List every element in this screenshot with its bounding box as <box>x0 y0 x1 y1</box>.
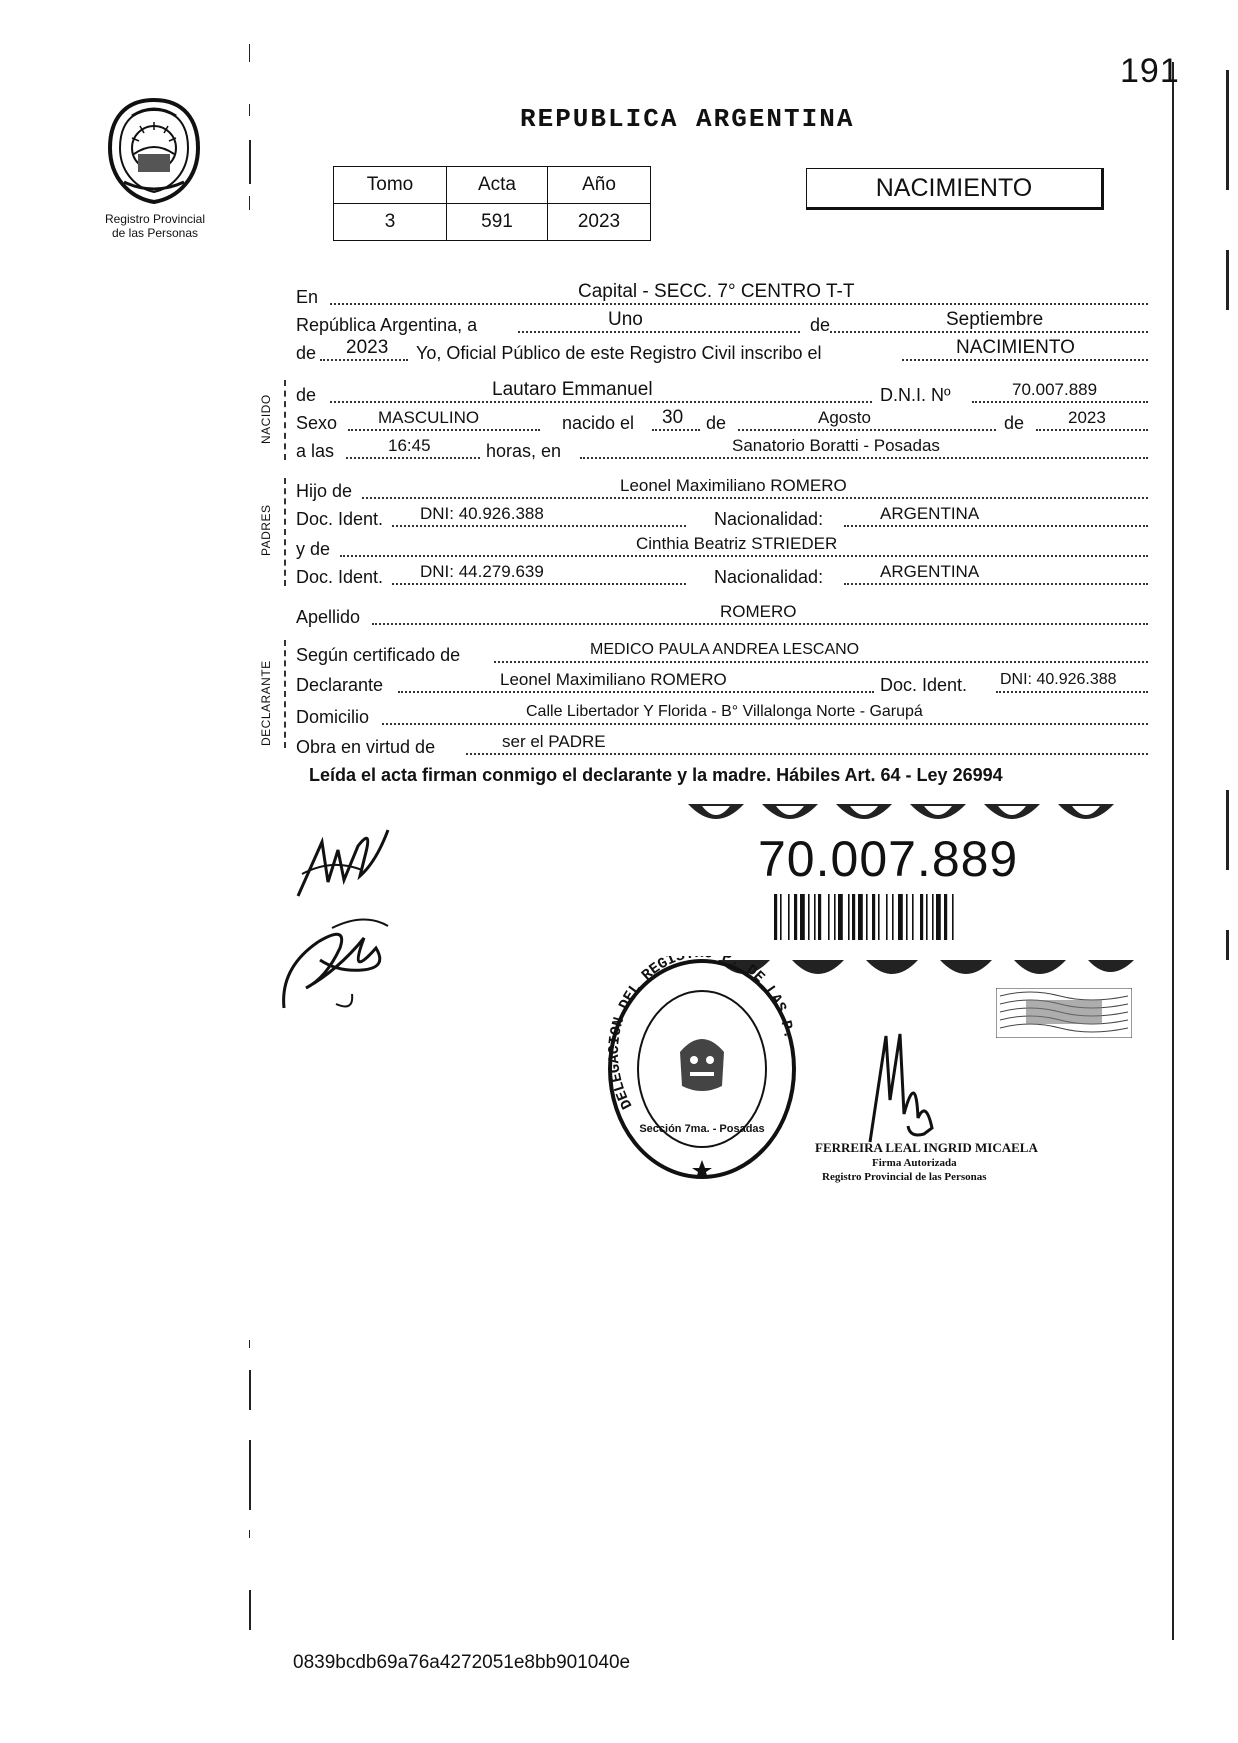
certificado-label: Según certificado de <box>296 645 461 665</box>
address-value: Calle Libertador Y Florida - B° Villalonga Norte - Garupá <box>526 703 923 720</box>
yde-label: y de <box>296 539 331 559</box>
row-certificate <box>296 640 1152 666</box>
official-signature <box>856 1030 946 1148</box>
barcode-bar <box>886 894 888 940</box>
capacity-value: ser el PADRE <box>502 732 606 751</box>
father-nationality-value: ARGENTINA <box>880 504 980 523</box>
declarant-doc-value: DNI: 40.926.388 <box>1000 671 1117 688</box>
declarante-label: Declarante <box>296 675 384 695</box>
acta-header: Acta <box>447 167 548 204</box>
side-label-padres: PADRES <box>259 504 273 556</box>
row-time-place <box>296 436 1152 462</box>
left-margin-rule <box>249 1440 251 1510</box>
father-name-value: Leonel Maximiliano ROMERO <box>620 476 847 495</box>
barcode-bar <box>944 894 947 940</box>
registry-label <box>80 212 230 240</box>
de-label: de <box>810 315 831 335</box>
doc3-label: Doc. Ident. <box>880 675 968 695</box>
anio-header: Año <box>548 167 651 204</box>
official-name: FERREIRA LEAL INGRID MICAELA <box>815 1140 1038 1155</box>
declarant-value: Leonel Maximiliano ROMERO <box>500 670 727 689</box>
father-doc-value: DNI: 40.926.388 <box>420 504 544 523</box>
barcode-bar <box>808 894 810 940</box>
barcode-bar <box>818 894 821 940</box>
dotted-line <box>1036 429 1148 431</box>
barcode-bar <box>848 894 850 940</box>
birth-year-value: 2023 <box>1068 408 1106 427</box>
barcode-bar <box>932 894 934 940</box>
sex-value: MASCULINO <box>378 408 480 427</box>
bracket-declarante <box>284 640 286 748</box>
dotted-line <box>392 525 686 527</box>
year-value: 2023 <box>346 337 389 358</box>
dotted-line <box>518 331 800 333</box>
barcode-bar <box>906 894 908 940</box>
republica-label: República Argentina, a <box>296 315 478 335</box>
row-address <box>296 702 1152 728</box>
security-pattern-top <box>688 800 1134 834</box>
dotted-line <box>320 359 408 361</box>
en-label: En <box>296 287 319 307</box>
left-margin-rule <box>249 1530 250 1538</box>
certificate-value: MEDICO PAULA ANDREA LESCANO <box>590 641 860 658</box>
day-value: Uno <box>608 309 643 330</box>
row-father-doc <box>296 504 1152 530</box>
page-number: 191 <box>1120 52 1180 90</box>
mother-doc-value: DNI: 44.279.639 <box>420 562 544 581</box>
dotted-line <box>996 691 1148 693</box>
birth-day-value: 30 <box>662 407 684 428</box>
apellido-label: Apellido <box>296 607 361 627</box>
hologram-pattern <box>996 988 1132 1038</box>
barcode-bar <box>872 894 875 940</box>
nac-label: Nacionalidad: <box>714 509 824 529</box>
dni-label: D.N.I. Nº <box>880 385 951 405</box>
side-label-declarante: DECLARANTE <box>259 660 273 746</box>
dotted-line <box>902 359 1148 361</box>
doc2-label: Doc. Ident. <box>296 567 384 587</box>
barcode-bar <box>920 894 923 940</box>
record-type-box: NACIMIENTO <box>806 168 1104 210</box>
child-name-value: Lautaro Emmanuel <box>492 379 653 400</box>
dotted-line <box>580 457 1148 459</box>
row-sex <box>296 408 1152 434</box>
dotted-line <box>494 661 1148 663</box>
surname-value: ROMERO <box>720 602 797 621</box>
dotted-line <box>340 555 1148 557</box>
birth-place-value: Sanatorio Boratti - Posadas <box>732 436 940 455</box>
birth-month-value: Agosto <box>818 408 871 427</box>
official-registry: Registro Provincial de las Personas <box>822 1171 987 1183</box>
barcode-bar <box>926 894 928 940</box>
dotted-line <box>392 583 686 585</box>
barcode-bar <box>866 894 868 940</box>
barcode-bar <box>774 894 777 940</box>
dotted-line <box>398 691 874 693</box>
dotted-line <box>844 583 1148 585</box>
barcode-bar <box>794 894 797 940</box>
registry-stamp <box>604 956 800 1182</box>
left-margin-rule <box>249 1590 251 1630</box>
barcode-bar <box>780 894 782 940</box>
dotted-line <box>346 457 480 459</box>
dotted-line <box>382 723 1148 725</box>
row-father-name <box>296 476 1152 502</box>
left-margin-rule <box>249 104 250 116</box>
barcode-bar <box>912 894 914 940</box>
left-margin-rule <box>249 140 251 184</box>
sexo-label: Sexo <box>296 413 338 433</box>
legal-text: Leída el acta firman conmigo el declarante y la madre. Hábiles Art. 64 - Ley 26994 <box>309 765 1003 785</box>
barcode-bar <box>878 894 880 940</box>
barcode-bar <box>892 894 894 940</box>
right-edge-mark <box>1226 790 1229 870</box>
reference-table <box>333 166 651 241</box>
row-place <box>296 282 1152 308</box>
doc-label: Doc. Ident. <box>296 509 384 529</box>
de2-label: de <box>296 343 317 363</box>
dotted-line <box>972 401 1148 403</box>
mother-name-value: Cinthia Beatriz STRIEDER <box>636 534 838 553</box>
left-margin-rule <box>249 44 250 62</box>
dotted-line <box>830 331 1148 333</box>
row-year <box>296 338 1152 364</box>
inscribo-label: Yo, Oficial Público de este Registro Civil inscribo el <box>416 343 822 363</box>
right-edge-mark <box>1226 930 1229 960</box>
tomo-header: Tomo <box>334 167 447 204</box>
right-edge-mark <box>1226 70 1229 190</box>
left-margin-rule <box>249 196 250 210</box>
document-hash: 0839bcdb69a76a4272051e8bb901040e <box>293 1652 631 1673</box>
stamp-outer-text: DELEGACION DEL REGIS P. DE LAS P. <box>605 956 798 1112</box>
domicilio-label: Domicilio <box>296 707 370 727</box>
row-declarant <box>296 670 1152 696</box>
left-margin-rule <box>249 1340 250 1348</box>
dotted-line <box>330 401 872 403</box>
barcode <box>774 894 1004 940</box>
barcode-bar <box>838 894 843 940</box>
barcode-bar <box>800 894 805 940</box>
barcode-bar <box>936 894 941 940</box>
barcode-bar <box>834 894 836 940</box>
barcode-bar <box>952 894 954 940</box>
right-edge-mark <box>1226 250 1229 310</box>
child-dni-value: 70.007.889 <box>1012 380 1098 399</box>
dotted-line <box>330 303 1148 305</box>
dotted-line <box>844 525 1148 527</box>
row-mother-name <box>296 534 1152 560</box>
dotted-line <box>738 429 996 431</box>
right-margin-rule <box>1172 62 1174 1640</box>
barcode-bar <box>852 894 855 940</box>
alas-label: a las <box>296 441 335 461</box>
de3-label: de <box>706 413 727 433</box>
row-surname <box>296 602 1152 628</box>
row-date <box>296 310 1152 336</box>
barcode-bar <box>814 894 816 940</box>
barcode-bar <box>858 894 863 940</box>
nac2-label: Nacionalidad: <box>714 567 824 587</box>
left-margin-rule <box>249 1370 251 1410</box>
barcode-bar <box>828 894 830 940</box>
dotted-line <box>466 753 1148 755</box>
bracket-padres <box>284 478 286 586</box>
mother-nationality-value: ARGENTINA <box>880 562 980 581</box>
side-label-nacido: NACIDO <box>259 394 273 444</box>
acta-value: 591 <box>447 204 548 241</box>
stamp-inner-text: Sección 7ma. - Posadas <box>639 1123 765 1135</box>
child-de-label: de <box>296 385 317 405</box>
horas-label: horas, en <box>486 441 562 461</box>
bracket-nacido <box>284 380 286 460</box>
nacido-label: nacido el <box>562 413 635 433</box>
dotted-line <box>362 497 1148 499</box>
dotted-line <box>348 429 540 431</box>
official-role: Firma Autorizada <box>872 1157 957 1169</box>
row-mother-doc <box>296 562 1152 588</box>
place-value: Capital - SECC. 7° CENTRO T-T <box>578 281 855 302</box>
de4-label: de <box>1004 413 1025 433</box>
obra-label: Obra en virtud de <box>296 737 436 757</box>
registry-label-line1: Registro Provincial <box>104 212 206 226</box>
handwritten-signature <box>278 908 398 1016</box>
registry-label-line2: de las Personas <box>111 226 199 240</box>
province-seal-logo <box>104 96 204 206</box>
big-dni-number: 70.007.889 <box>758 831 1019 887</box>
inscription-type-value: NACIMIENTO <box>956 337 1075 358</box>
hijo-label: Hijo de <box>296 481 353 501</box>
birth-time-value: 16:45 <box>388 436 431 455</box>
row-capacity <box>296 732 1152 758</box>
document-title: REPUBLICA ARGENTINA <box>520 104 855 134</box>
month-value: Septiembre <box>946 309 1044 330</box>
row-child-name <box>296 380 1152 406</box>
barcode-bar <box>898 894 903 940</box>
dotted-line <box>372 623 1148 625</box>
tomo-value: 3 <box>334 204 447 241</box>
dotted-line <box>652 429 700 431</box>
anio-value: 2023 <box>548 204 651 241</box>
barcode-bar <box>788 894 790 940</box>
handwritten-signature <box>292 822 396 902</box>
